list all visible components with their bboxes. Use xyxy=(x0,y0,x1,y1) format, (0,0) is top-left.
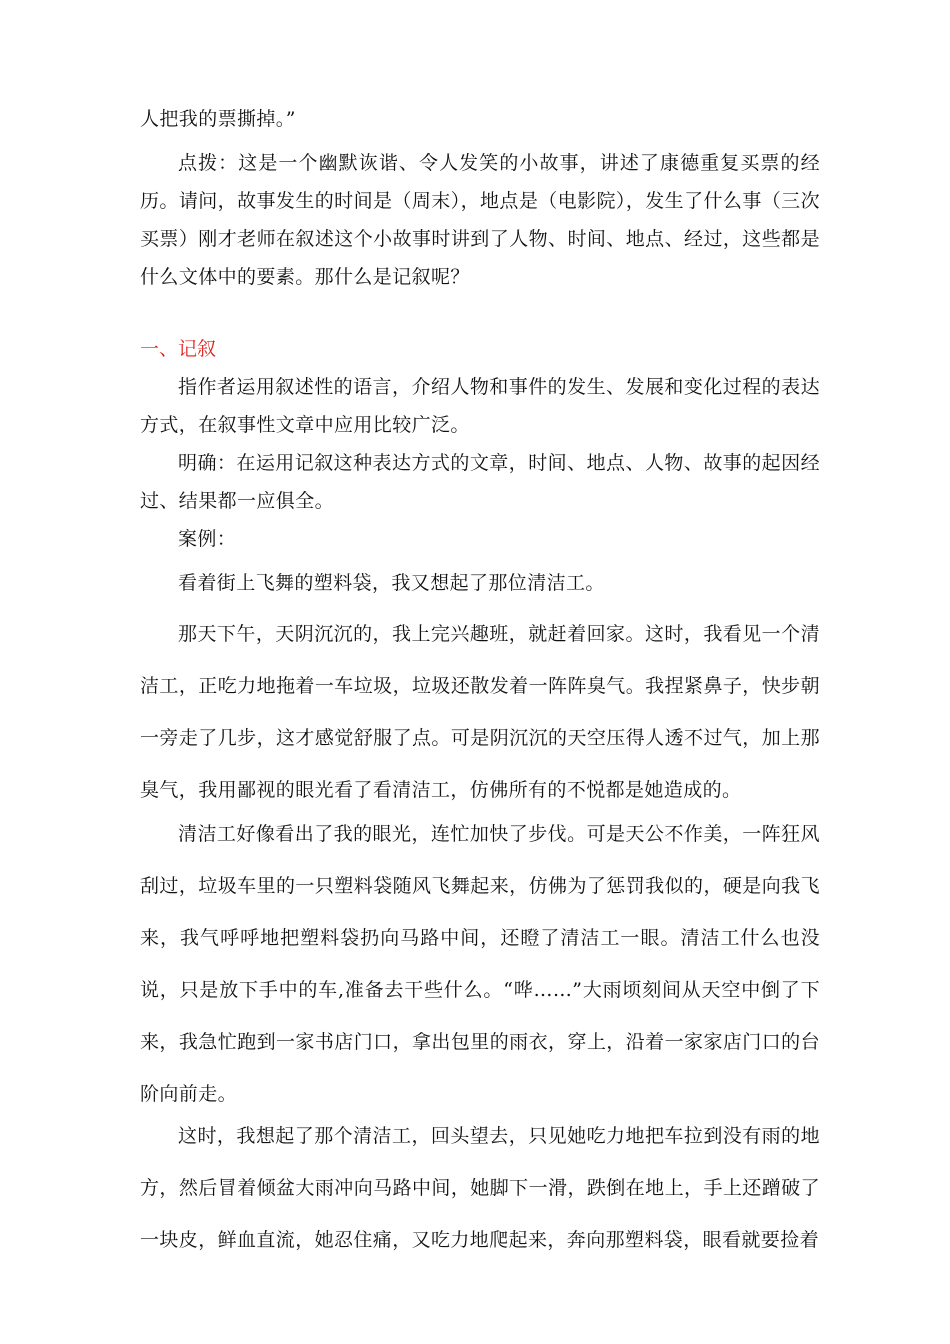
section-heading: 一、记叙 xyxy=(140,338,217,360)
paragraph-example-3: 清洁工好像看出了我的眼光，连忙加快了步伐。可是天公不作美，一阵狂风刮过，垃圾车里的一只塑料袋随风飞舞起来，仿佛为了惩罚我似的，硬是向我飞来，我气呼呼地把塑料袋扔向马路中间，还瞪了清洁工一眼。清洁工什么也没说，只是放下手中的车,准备去干些什么。“哗……”大雨顷刻间从天空中倒了下来，我急忙跑到一家书店门口，拿出包里的雨衣，穿上，沿着一家家店门口的台阶向前走。 xyxy=(140,823,820,1105)
paragraph-definition: 指作者运用叙述性的语言，介绍人物和事件的发生、发展和变化过程的表达方式，在叙事性文章中应用比较广泛。 xyxy=(140,376,820,436)
paragraph-example-1: 看着街上飞舞的塑料袋，我又想起了那位清洁工。 xyxy=(178,572,605,594)
paragraph-example-4: 这时，我想起了那个清洁工，回头望去，只见她吃力地把车拉到没有雨的地方，然后冒着倾盆大雨冲向马路中间，她脚下一滑，跌倒在地上，手上还蹭破了一块皮，鲜血直流，她忍住痛，又吃力地爬起来，奔向那塑料袋，眼看就要捡着 xyxy=(140,1125,820,1251)
paragraph-example-label: 案例： xyxy=(178,528,237,550)
paragraph-example-2: 那天下午，天阴沉沉的，我上完兴趣班，就赶着回家。这时，我看见一个清洁工，正吃力地拖着一车垃圾，垃圾还散发着一阵阵臭气。我捏紧鼻子，快步朝一旁走了几步，这才感觉舒服了点。可是阴沉沉的天空压得人透不过气，加上那臭气，我用鄙视的眼光看了看清洁工，仿佛所有的不悦都是她造成的。 xyxy=(140,623,820,801)
paragraph-clarify: 明确：在运用记叙这种表达方式的文章，时间、地点、人物、故事的起因经过、结果都一应俱全。 xyxy=(140,452,820,512)
paragraph-quote-end: 人把我的票撕掉。” xyxy=(140,108,296,130)
paragraph-hint: 点拨：这是一个幽默诙谐、令人发笑的小故事，讲述了康德重复买票的经历。请问，故事发生的时间是（周末），地点是（电影院），发生了什么事（三次买票）刚才老师在叙述这个小故事时讲到了人物、时间、地点、经过，这些都是什么文体中的要素。那什么是记叙呢？ xyxy=(140,152,820,288)
